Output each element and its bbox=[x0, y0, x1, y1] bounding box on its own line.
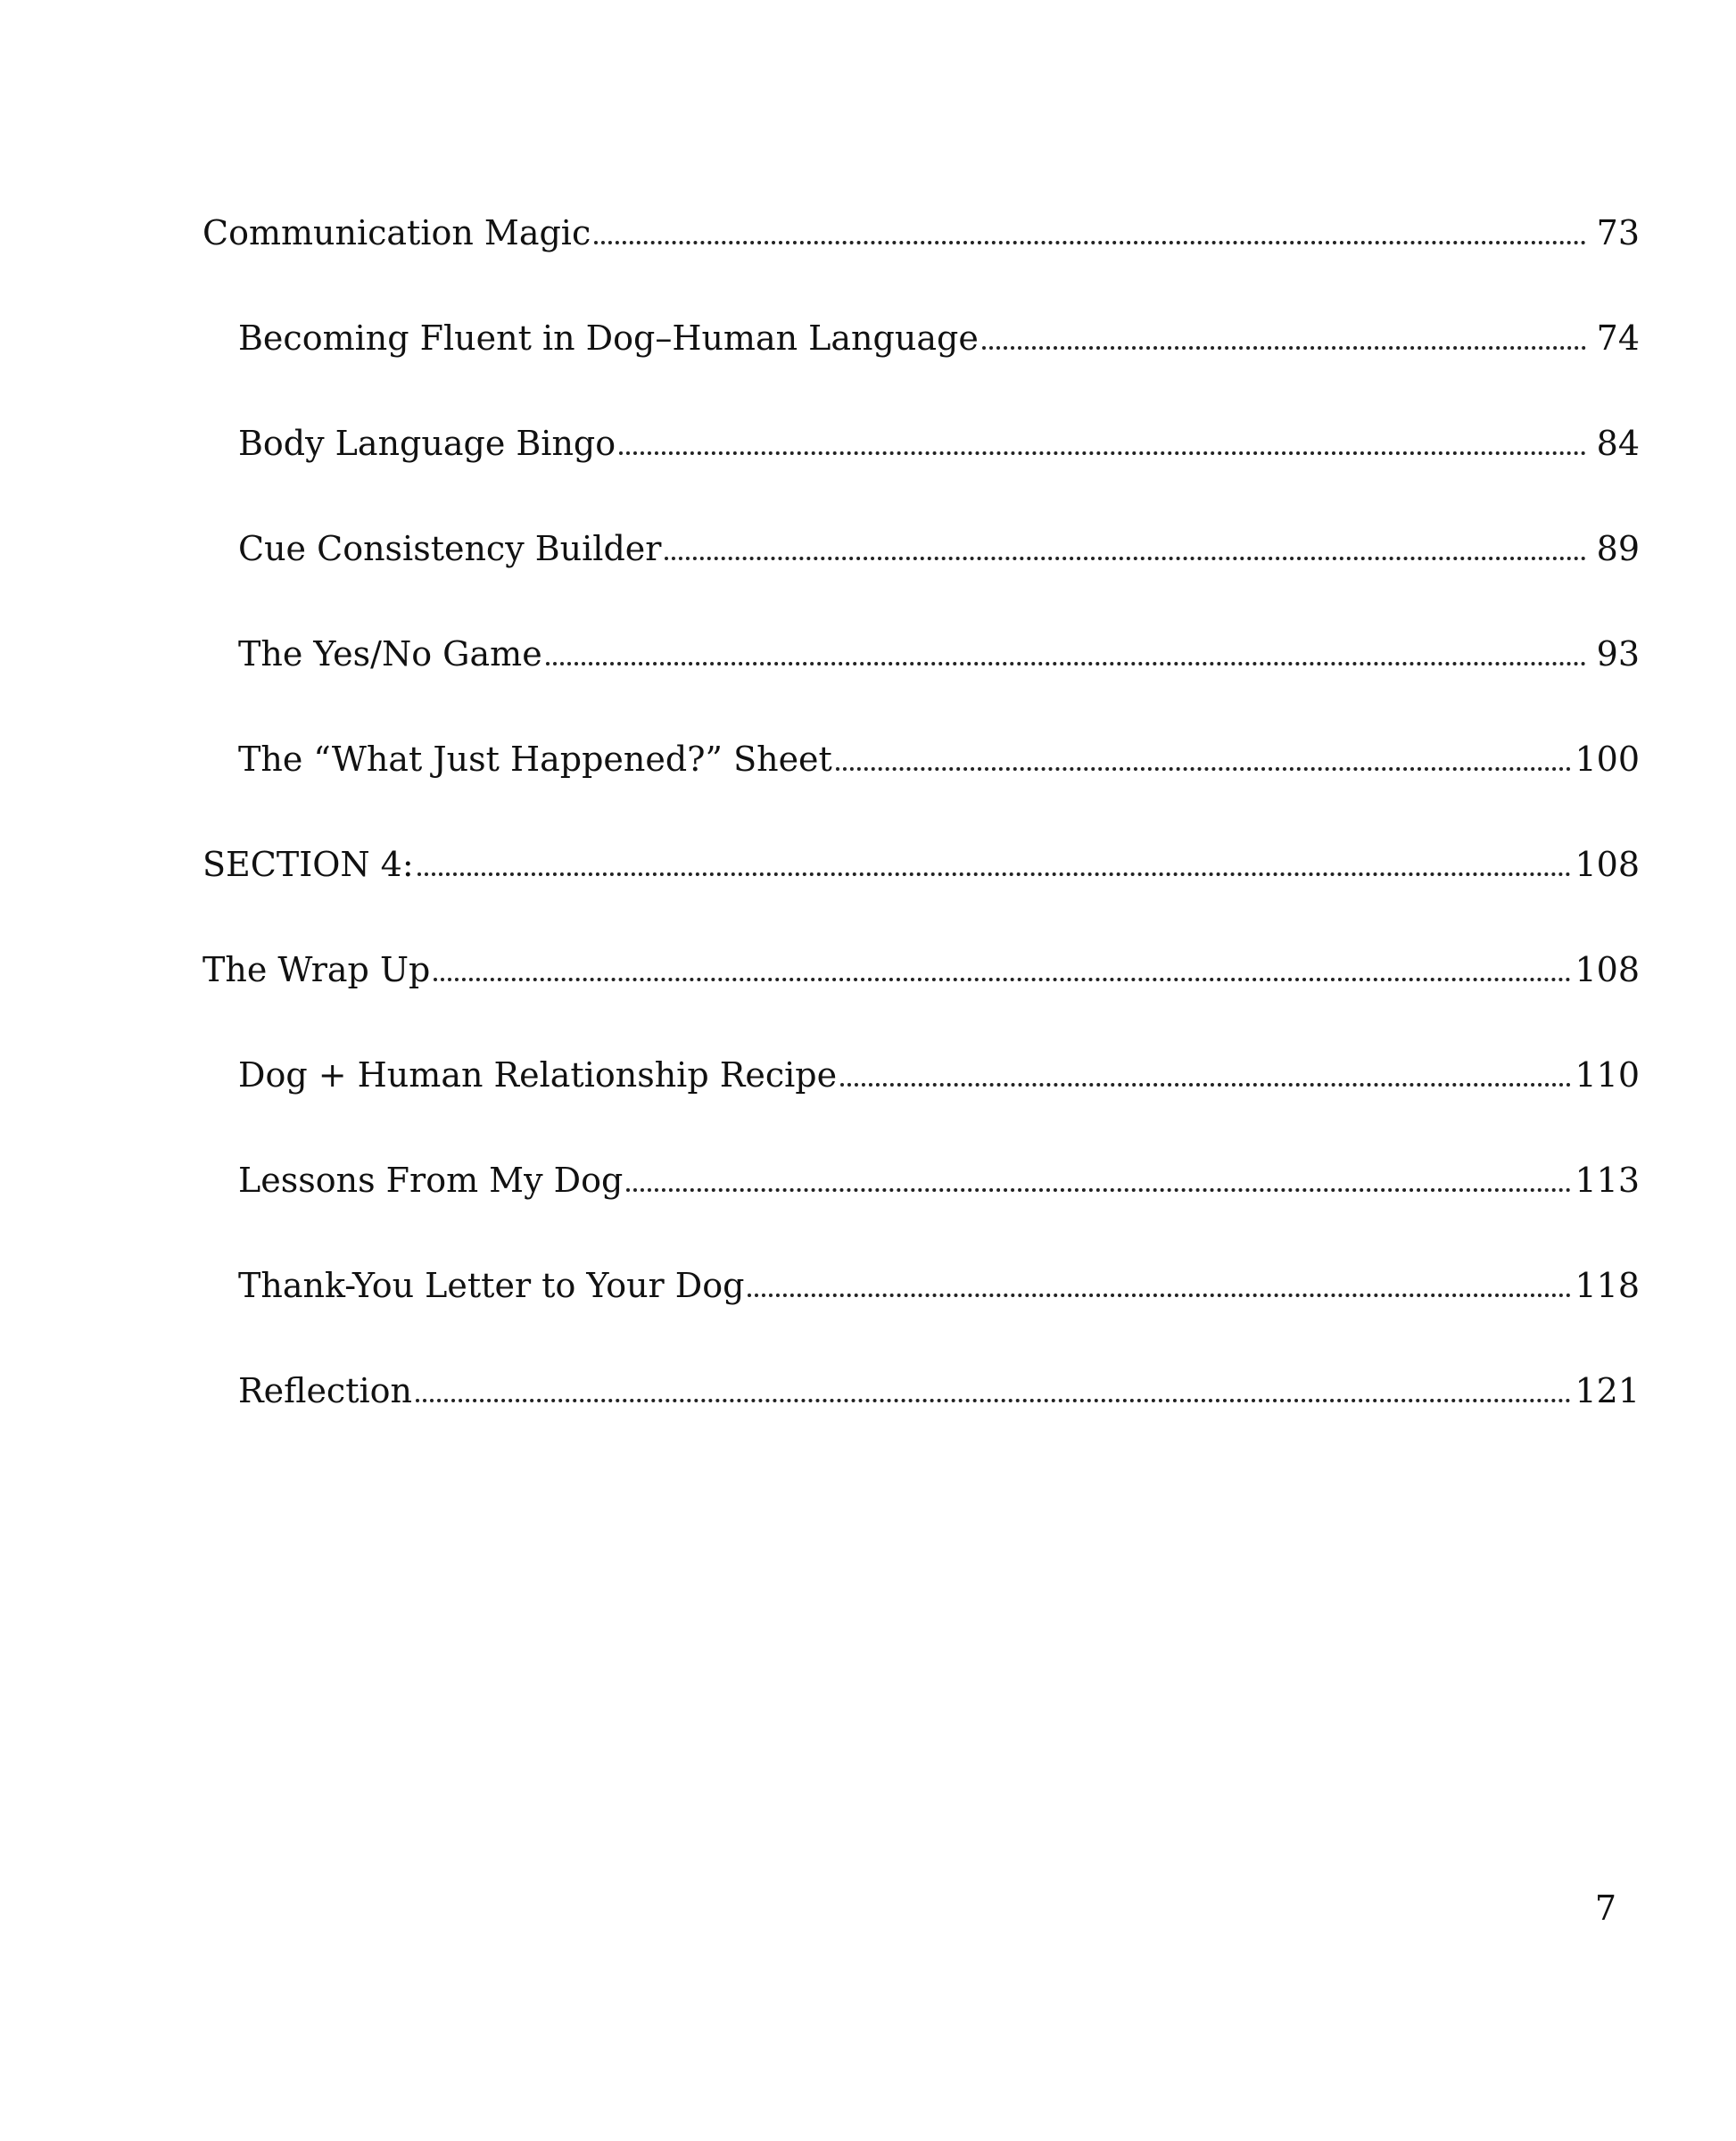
toc-entry-title: Communication Magic bbox=[203, 213, 591, 252]
toc-entry-title: Becoming Fluent in Dog–Human Language bbox=[238, 318, 979, 358]
toc-entry-page: 110 bbox=[1575, 1055, 1640, 1095]
toc-entry-relationship-recipe[interactable] bbox=[238, 1038, 1640, 1095]
toc-entry-thank-you-letter[interactable] bbox=[238, 1249, 1640, 1305]
toc-entry-page: 89 bbox=[1596, 529, 1640, 568]
dot-leader bbox=[417, 872, 1572, 876]
toc-entry-section-4[interactable] bbox=[203, 828, 1640, 884]
page-number: 7 bbox=[1594, 1889, 1617, 1928]
toc-entry-page: 108 bbox=[1575, 845, 1640, 884]
toc-entry-page: 113 bbox=[1575, 1161, 1640, 1200]
toc-entry-page: 121 bbox=[1575, 1371, 1640, 1410]
toc-entry-title: Body Language Bingo bbox=[238, 424, 616, 463]
dot-leader bbox=[982, 346, 1586, 350]
toc-entry-becoming-fluent[interactable] bbox=[238, 302, 1640, 358]
toc-entry-title: Reflection bbox=[238, 1371, 412, 1410]
toc-entry-page: 118 bbox=[1575, 1266, 1640, 1305]
toc-entry-page: 108 bbox=[1575, 950, 1640, 989]
toc-entry-body-language-bingo[interactable] bbox=[238, 407, 1640, 463]
dot-leader bbox=[840, 1083, 1571, 1087]
toc-entry-title: SECTION 4: bbox=[203, 845, 414, 884]
toc-entry-what-just-happened[interactable] bbox=[238, 723, 1640, 779]
dot-leader bbox=[416, 1399, 1571, 1402]
dot-leader bbox=[665, 557, 1586, 560]
dot-leader bbox=[748, 1294, 1571, 1297]
toc-entry-title: Dog + Human Relationship Recipe bbox=[238, 1055, 838, 1095]
toc-entry-page: 84 bbox=[1596, 424, 1640, 463]
toc-entry-title: Lessons From My Dog bbox=[238, 1161, 624, 1200]
toc-entry-title: The “What Just Happened?” Sheet bbox=[238, 740, 832, 779]
dot-leader bbox=[626, 1188, 1571, 1192]
toc-entry-cue-consistency-builder[interactable] bbox=[238, 512, 1640, 566]
toc-entry-title: Cue Consistency Builder bbox=[238, 529, 662, 568]
toc-entry-lessons-from-my-dog[interactable] bbox=[238, 1144, 1640, 1200]
toc-entry-page: 74 bbox=[1596, 318, 1640, 358]
dot-leader bbox=[594, 241, 1586, 244]
toc-entry-title: Thank-You Letter to Your Dog bbox=[238, 1266, 745, 1305]
toc-entry-page: 100 bbox=[1575, 740, 1640, 779]
dot-leader bbox=[434, 978, 1571, 981]
toc-entry-page: 73 bbox=[1596, 213, 1640, 252]
toc-entry-title: The Wrap Up bbox=[203, 950, 431, 989]
dot-leader bbox=[546, 662, 1586, 665]
toc-entry-wrap-up[interactable] bbox=[203, 933, 1640, 987]
toc-entry-communication-magic[interactable] bbox=[203, 196, 1640, 250]
toc-entry-page: 93 bbox=[1596, 634, 1640, 674]
toc-entry-title: The Yes/No Game bbox=[238, 634, 542, 674]
dot-leader bbox=[836, 767, 1572, 771]
toc-entry-yes-no-game[interactable] bbox=[238, 617, 1640, 674]
dot-leader bbox=[619, 451, 1586, 455]
toc-entry-reflection[interactable] bbox=[238, 1354, 1640, 1408]
